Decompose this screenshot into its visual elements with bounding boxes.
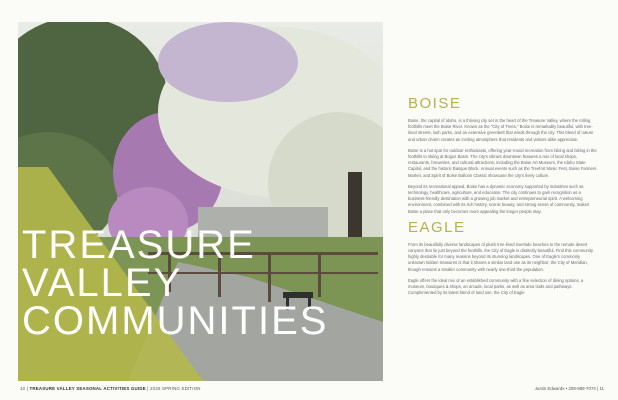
agent-phone: 208-989-7074 — [568, 386, 596, 391]
page-number-right: 11 — [599, 386, 604, 391]
page-number-left: 10 — [20, 386, 26, 391]
paragraph: From its beautifully diverse landscapes of plush tree-lined riverside beaches to the remote desert canyons that lie just beyond the foothills, the City of Eagle is distinctly beautiful. Find this community highly desirable for many reasons beyond its stunning landscapes. One of Eagle's commonly unknown hidden treasures is that it shares a similar land use as its neighbor, the City of Meridian, though remains a smaller community with nearly one-third the population. — [408, 241, 594, 272]
agent-name: Justin Edwards — [534, 386, 565, 391]
section-eagle — [408, 220, 598, 297]
hero-title-line: COMMUNITIES — [22, 299, 329, 343]
paragraph: Eagle offers the ideal mix of an established community with a fine selection of dining options, a museum, boutiques & shops, an arcade, local parks, as well as area trails and pathways. Complemented by its latest blend of land use, the City of Eagle — [408, 277, 584, 296]
separator: | — [26, 386, 30, 391]
footer-right — [535, 386, 604, 391]
paragraph: Boise, the capital of Idaho, is a thriving city set in the heart of the Treasure Valley, where the rolling foothills meet the Boise River. Known as the "City of Trees," Boise is remarkably beautiful, with tree-lined streets, lush parks, and an extensive greenbelt that winds through the city. This blend of nature and urban charm creates an inviting atmosphere that residents and visitors alike appreciate. — [408, 118, 594, 142]
paragraph: Beyond its recreational appeal, Boise has a dynamic economy supported by industries such as technology, healthcare, agriculture, and education. The city continues to gain recognition as a business-friendly destination with a growing job market and entrepreneurial spirit. A welcoming environment, combined with its rich history, scenic beauty, and strong sense of community, makes Boise a place that only becomes more appealing the longer people stay. — [408, 183, 590, 214]
paragraph: Boise is a hot spot for outdoor enthusiasts, offering year-round recreation from hiking and biking in the foothills to skiing at Bogus Basin. The city's vibrant downtown features a mix of local shops, restaurants, breweries, and cultural attractions, including the Boise Art Museum, the Idaho State Capitol, and the historic Basque Block. Annual events such as the Treefort Music Fest, Boise Farmers Market, and Spirit of Boise Balloon Classic showcase the city's lively culture. — [408, 147, 597, 178]
section-heading: EAGLE — [408, 218, 466, 236]
separator: | — [597, 386, 600, 391]
hero-title — [22, 223, 329, 343]
footer-left — [20, 386, 201, 391]
section-heading: BOISE — [408, 95, 462, 112]
edition: 2025 SPRING EDITION — [150, 386, 201, 391]
hero-title-line: VALLEY — [22, 261, 183, 305]
guide-title: TREASURE VALLEY SEASONAL ACTIVITIES GUIDE — [29, 386, 146, 391]
section-boise — [408, 96, 598, 215]
article-column — [408, 96, 598, 301]
separator: | — [147, 386, 151, 391]
hero-title-line: TREASURE — [22, 223, 256, 267]
separator: • — [565, 386, 569, 391]
